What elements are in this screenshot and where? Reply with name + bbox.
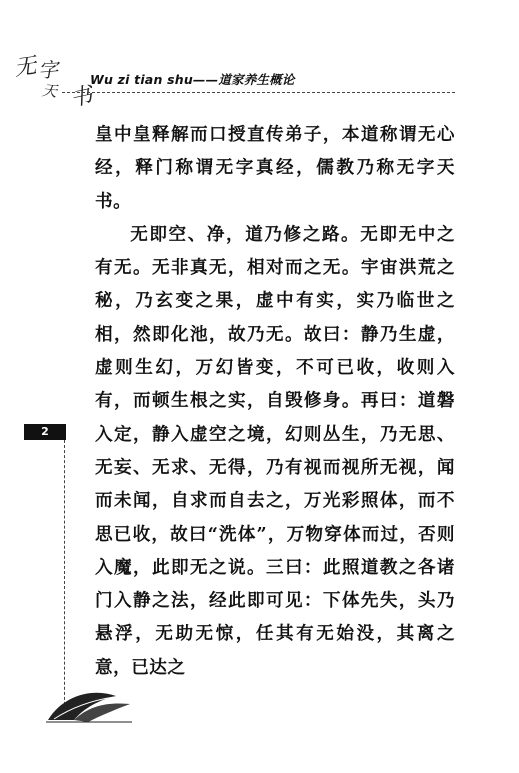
page-number: 2	[24, 424, 66, 440]
logo-char: 书	[68, 82, 95, 112]
header-divider	[62, 92, 455, 93]
logo-char: 无	[12, 53, 38, 82]
paragraph: 无即空、净，道乃修之路。无即无中之有无。无非真无，相对而之无。宇宙洪荒之秘，乃玄变之果，虚中有实，实乃临世之相，然即化池，故乃无。故曰：静乃生虚，虚则生幻，万幻皆变，不可已收，收则入有，而顿生根之实，自毁修身。再曰：道磐入定，静入虚空之境，幻则丛生，乃无思、无妄、无求、无得，乃有视而视所无视，闻而未闻，自求而自去之，万光彩照体，而不思已收，故曰“洗体”，万物穿体而过，否则入魔，此即无之说。三曰：此照道教之各诸门入静之法，经此即可见：下体先失，头乃悬浮，无助无惊，任其有无始没，其离之意，已达之	[95, 223, 455, 678]
running-header-title: Wu zi tian shu——道家养生概论	[90, 72, 295, 87]
book-logo	[12, 50, 95, 112]
margin-divider	[64, 440, 65, 720]
paragraph: 皇中皇释解而口授直传弟子，本道称谓无心经，释门称谓无字真经，儒教乃称无字天书。	[95, 124, 455, 212]
logo-char: 字	[37, 57, 59, 83]
logo-char: 天	[41, 81, 58, 101]
body-text	[95, 118, 455, 684]
leaf-ornament-icon	[44, 686, 134, 726]
